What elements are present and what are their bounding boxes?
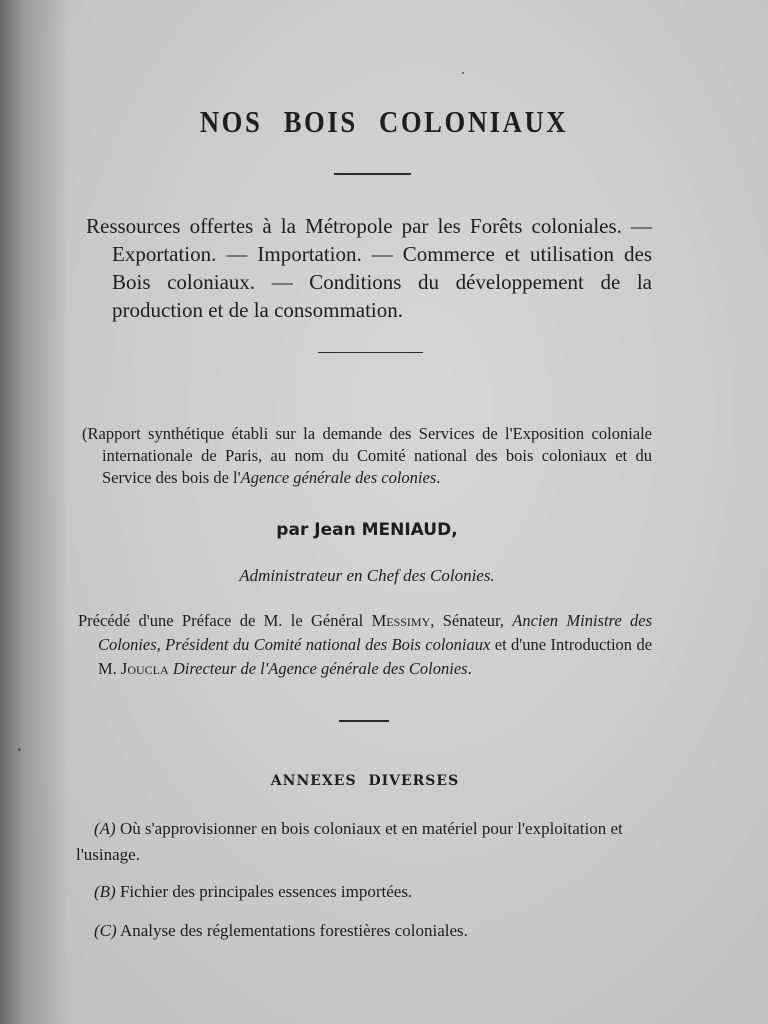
annex-item-b [76, 879, 652, 905]
annex-letter: (C) [94, 921, 117, 940]
preface-part-2: et d'une Introduction de M. [98, 635, 653, 678]
annex-text: Fichier des principales essences importées. [119, 882, 413, 901]
divider-rule [318, 352, 423, 353]
subtitle-block [86, 212, 652, 324]
author-role: Administrateur en Chef des Colonies. [239, 566, 495, 585]
preface-note [78, 609, 652, 681]
page-title: NOS BOIS COLONIAUX [199, 104, 569, 139]
paper-speck [462, 72, 464, 74]
report-note-end: . [436, 468, 441, 487]
subtitle-first-line: Ressources offertes à la Métropole par les Forêts coloniales. — [86, 214, 652, 238]
preface-lead: Précédé d'une Préface de M. le Général [78, 611, 364, 630]
author-line: par Jean MENIAUD, [276, 520, 458, 540]
preface-name-messimy: Messimy [371, 611, 431, 630]
report-note-lead: (Rapport synthétique établi sur la demande des Services de l'Exposition [82, 424, 585, 443]
report-note-mid: coloniale internationale de Paris, au nom du Comité national des bois coloniaux et du Service des bois de l' [102, 424, 653, 487]
preface-name-joucla: Joucla [120, 659, 169, 678]
annex-text: Analyse des réglementations forestières coloniales. [119, 921, 468, 940]
divider-rule [339, 720, 389, 722]
report-note [82, 423, 652, 489]
paper-speck [18, 748, 21, 751]
preface-part-1: , Sénateur, [430, 611, 504, 630]
annex-letter: (B) [94, 882, 116, 901]
subtitle-rest: Exportation. — Importation. — Commerce et utilisation des Bois coloniaux. — Conditions du développement de la production et de la consommation. [112, 242, 652, 322]
preface-part-3: . [467, 659, 472, 678]
annex-text: Où s'approvisionner en bois coloniaux et en matériel pour l'exploitation et l'usinage. [76, 819, 623, 864]
annexes-heading: ANNEXES DIVERSES [270, 773, 460, 789]
annex-item-a [76, 816, 652, 868]
annex-item-c [76, 918, 652, 944]
annex-letter: (A) [94, 819, 116, 838]
preface-director-title: Directeur de l'Agence générale des Colonies [172, 659, 468, 678]
preface-titles: Ancien Ministre des Colonies, Président du Comité national des Bois coloniaux [98, 611, 653, 654]
agency-name: Agence générale des colonies [240, 468, 437, 487]
divider-rule [334, 173, 411, 175]
